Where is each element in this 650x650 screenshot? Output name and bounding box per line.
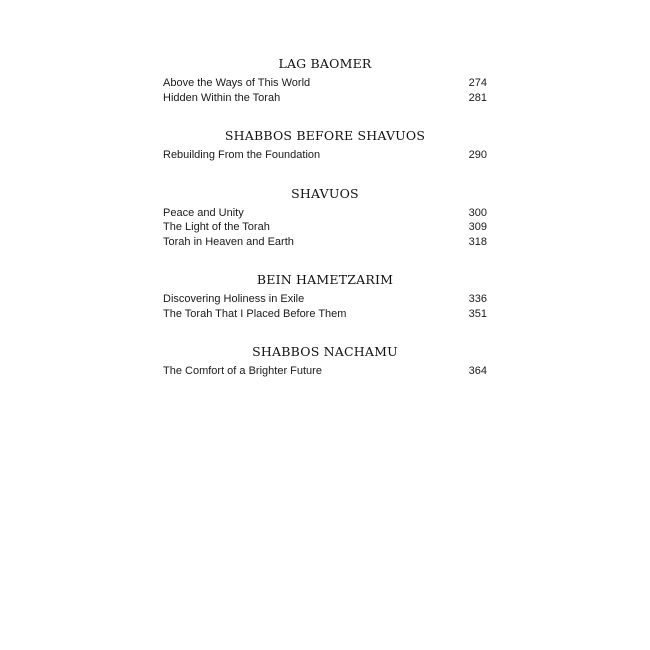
entry-page-number: 364 <box>468 365 487 377</box>
toc-entry <box>163 148 487 163</box>
entry-title: Rebuilding From the Foundation <box>163 149 321 161</box>
entry-title: Torah in Heaven and Earth <box>163 235 294 248</box>
entry-title: Discovering Holiness in Exile <box>163 293 305 305</box>
entry-page-number: 318 <box>468 235 487 248</box>
table-of-contents <box>163 56 487 402</box>
entry-page-number: 309 <box>468 221 487 233</box>
section-title: SHAVUOS <box>291 185 359 201</box>
section-title: BEIN HAMETZARIM <box>256 272 394 287</box>
entry-title: The Comfort of a Brighter Future <box>163 365 322 377</box>
toc-entry <box>163 206 487 221</box>
entry-page-number: 336 <box>468 293 487 305</box>
entry-page-number: 274 <box>468 77 487 89</box>
section-title: SHABBOS BEFORE SHAVUOS <box>224 128 426 143</box>
toc-entry <box>163 220 487 235</box>
entry-title: Peace and Unity <box>163 206 244 219</box>
toc-entry <box>163 76 487 91</box>
entry-page-number: 290 <box>468 149 487 161</box>
toc-entry <box>163 235 487 250</box>
toc-entry <box>163 91 487 106</box>
entry-page-number: 300 <box>468 206 487 219</box>
toc-entry <box>163 307 487 322</box>
entry-page-number: 281 <box>468 91 487 104</box>
toc-entry <box>163 364 487 379</box>
toc-section-shabbos-before-shavuos <box>163 128 487 163</box>
toc-entry <box>163 292 487 307</box>
toc-section-bein-hametzarim <box>163 272 487 321</box>
entry-title: Above the Ways of This World <box>163 77 311 89</box>
entry-title: Hidden Within the Torah <box>163 91 281 104</box>
section-title: SHABBOS NACHAMU <box>252 344 398 359</box>
section-title: LAG BAOMER <box>278 56 372 71</box>
entry-title: The Light of the Torah <box>163 221 270 233</box>
toc-section-shavuos <box>163 186 487 250</box>
toc-section-shabbos-nachamu <box>163 344 487 379</box>
entry-title: The Torah That I Placed Before Them <box>163 307 347 320</box>
entry-page-number: 351 <box>468 307 487 320</box>
toc-section-lag-baomer <box>163 56 487 105</box>
